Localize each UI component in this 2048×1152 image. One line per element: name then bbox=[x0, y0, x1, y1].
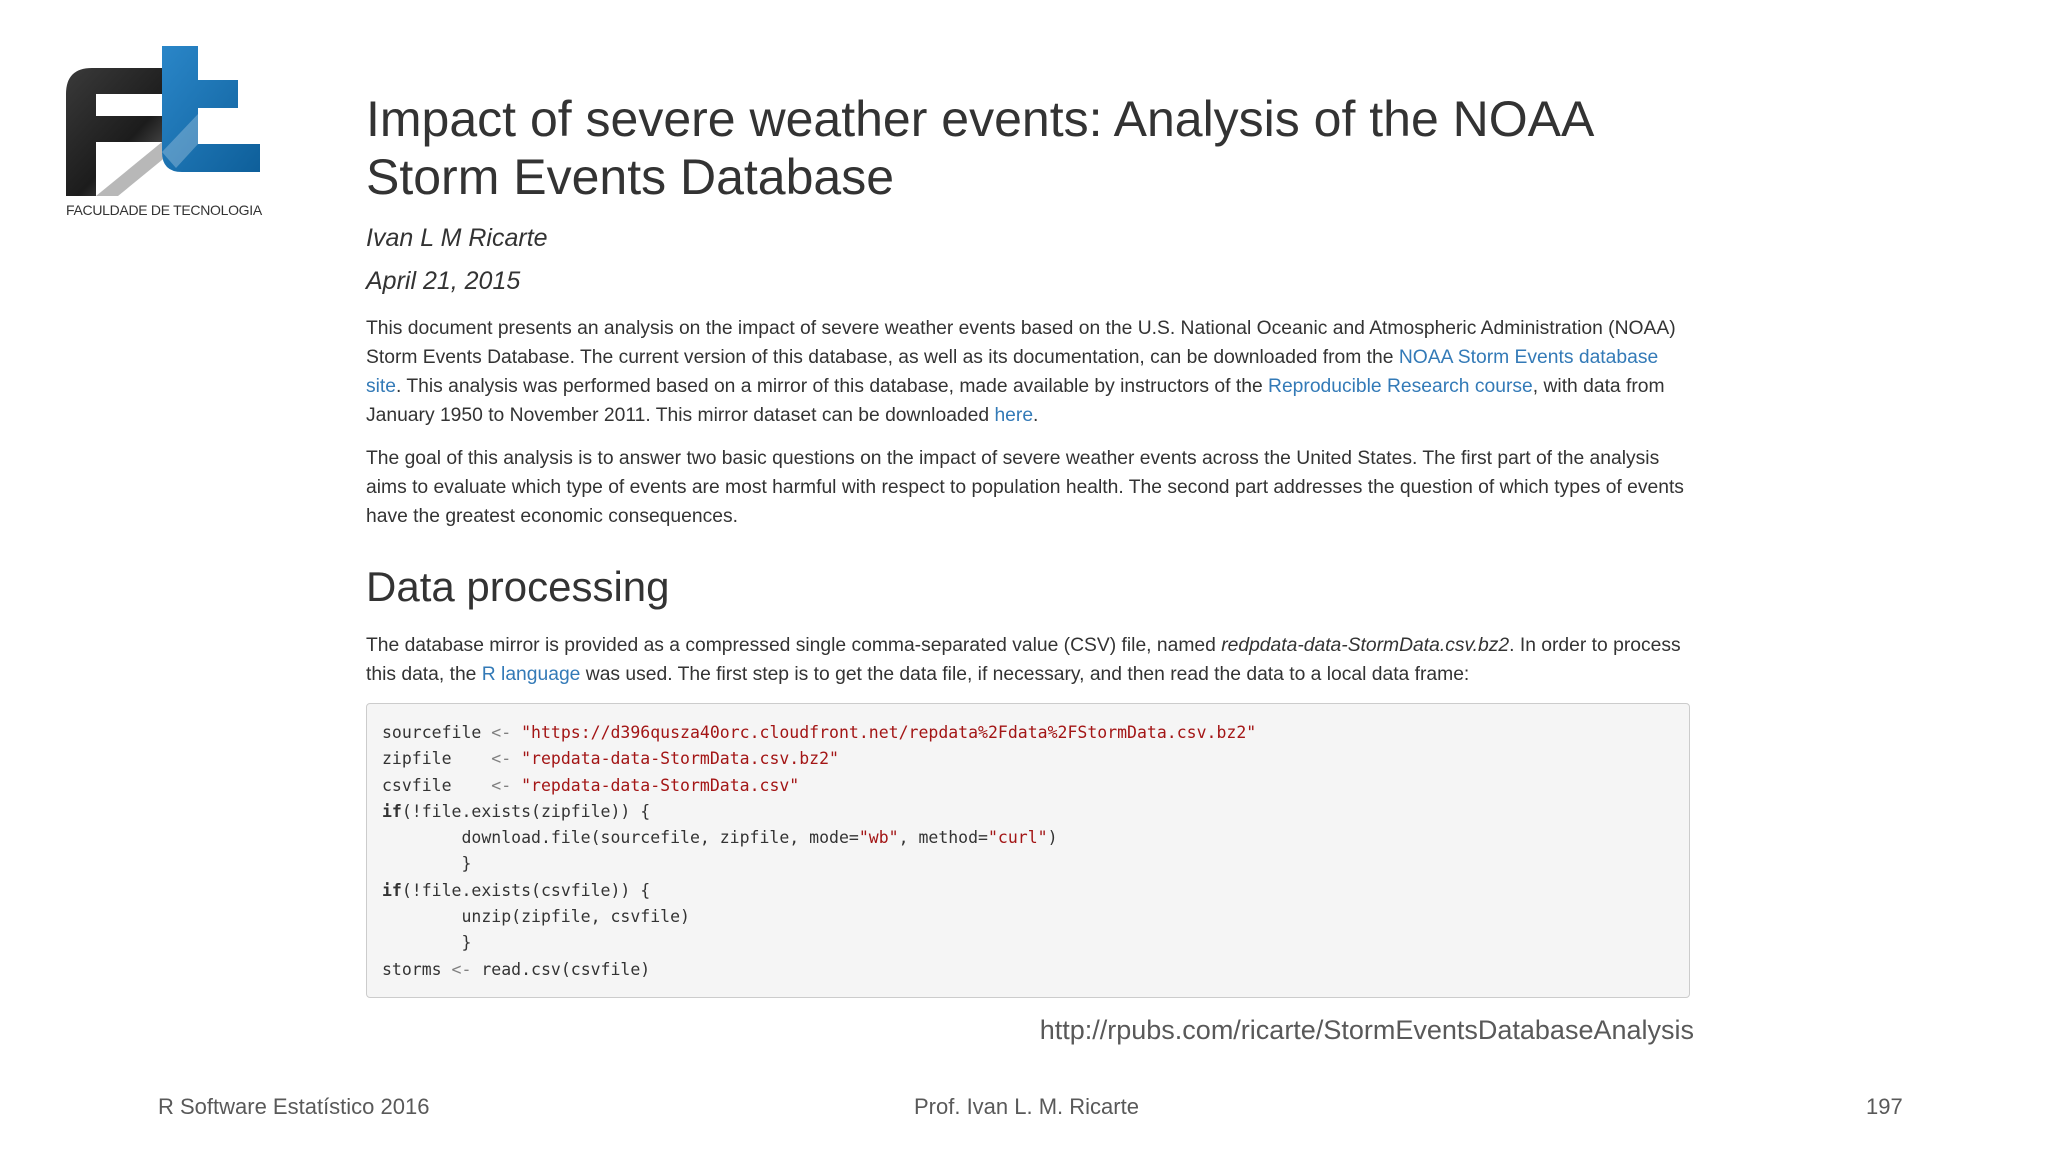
code-line: sourcefile <- "https://d396qusza40orc.cloudfront.net/repdata%2Fdata%2FStormData.csv.bz2" bbox=[382, 723, 1257, 742]
code-line: } bbox=[382, 854, 472, 874]
page-number: 197 bbox=[1866, 1094, 1903, 1119]
goal-paragraph: The goal of this analysis is to answer two basic questions on the impact of severe weather events across the United States. The first part of the analysis aims to evaluate which type of events are most harmful with respect to population health. The second part addresses the question of which types of events have the greatest economic consequences. bbox=[366, 448, 1684, 527]
processing-paragraph: The database mirror is provided as a compressed single comma-separated value (CSV) file, named redpdata-data-StormData.csv.bz2. In order to process this data, the R language was used. The first step is to get the data file, if necessary, and then read the data to a local data frame: bbox=[366, 635, 1681, 685]
code-line: csvfile <- "repdata-data-StormData.csv" bbox=[382, 775, 800, 795]
footer-author: Prof. Ivan L. M. Ricarte bbox=[914, 1094, 1139, 1119]
footer-course: R Software Estatístico 2016 bbox=[158, 1094, 430, 1119]
logo-caption: FACULDADE DE TECNOLOGIA bbox=[66, 202, 262, 218]
section-heading: Data processing bbox=[366, 563, 670, 610]
code-line: if(!file.exists(csvfile)) { bbox=[382, 880, 651, 900]
document-author: Ivan L M Ricarte bbox=[366, 224, 548, 252]
code-block bbox=[366, 703, 1690, 998]
document-content bbox=[366, 90, 1690, 998]
code-line: } bbox=[382, 933, 472, 953]
faculty-logo bbox=[66, 46, 262, 224]
code-line: storms <- read.csv(csvfile) bbox=[382, 959, 651, 979]
code-line: zipfile <- "repdata-data-StormData.csv.bz2" bbox=[382, 749, 839, 769]
course-link[interactable]: Reproducible Research course bbox=[1268, 376, 1533, 397]
r-language-link[interactable]: R language bbox=[481, 664, 581, 685]
code-line: if(!file.exists(zipfile)) { bbox=[382, 801, 651, 821]
code-line: unzip(zipfile, csvfile) bbox=[382, 907, 690, 927]
source-url: http://rpubs.com/ricarte/StormEventsDatabaseAnalysis bbox=[1039, 1015, 1694, 1045]
filename: redpdata-data-StormData.csv.bz2 bbox=[1221, 635, 1510, 656]
ft-logo-icon bbox=[66, 46, 262, 196]
document-title: Impact of severe weather events: Analysis of the NOAA Storm Events Database bbox=[366, 91, 1592, 205]
download-here-link[interactable]: here bbox=[994, 405, 1034, 426]
document-date: April 21, 2015 bbox=[366, 267, 521, 295]
noaa-site-link[interactable]: NOAA Storm Events database site bbox=[366, 347, 1659, 397]
intro-paragraph: This document presents an analysis on the impact of severe weather events based on the U.S. National Oceanic and Atmospheric Administration (NOAA) Storm Events Database. The current version of this database, as well as its documentation, can be downloaded from the NOAA Storm Events database site. This analysis was performed based on a mirror of this database, made available by instructors of the Reproducible Research course, with data from January 1950 to November 2011. This mirror dataset can be downloaded here. bbox=[366, 318, 1676, 426]
code-line: download.file(sourcefile, zipfile, mode="wb", method="curl") bbox=[382, 828, 1058, 848]
